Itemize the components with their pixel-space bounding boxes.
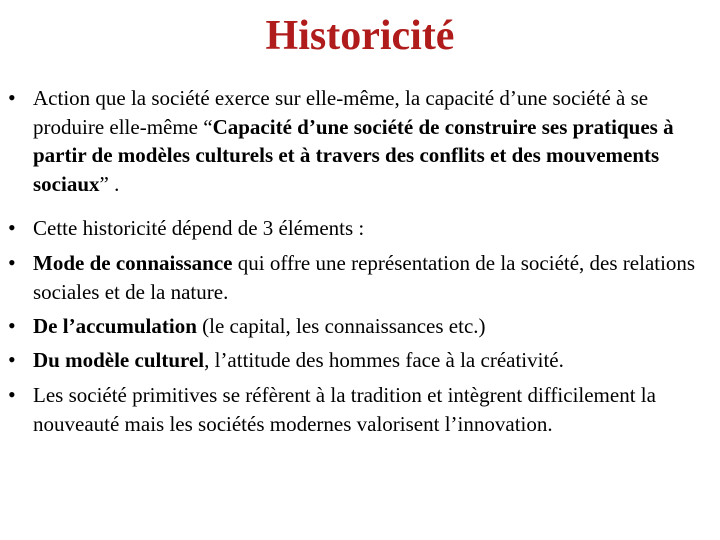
bullet-text-plain: (le capital, les connaissances etc.) — [196, 314, 486, 338]
bullet-text-bold: Capacité d’une société de construire ses pratiques à partir de modèles culturels et à travers des conflits et des mouvements sociaux — [33, 114, 674, 196]
bullet-text — [33, 346, 698, 375]
bullet-text: Cette historicité dépend de 3 éléments : — [33, 216, 365, 240]
bullet-marker: • — [8, 215, 16, 240]
bullet-text-plain: ” . — [99, 171, 120, 196]
slide-title: Historicité — [265, 13, 455, 59]
bullet-text-plain: , l’attitude des hommes face à la créativité. — [204, 348, 564, 372]
bullet-text — [33, 249, 698, 306]
bullet-text-bold: Mode de connaissance — [33, 251, 233, 275]
bullet-marker: • — [8, 347, 16, 372]
bullet-text-bold: Du modèle culturel — [33, 348, 205, 372]
bullet-text-bold: De l’accumulation — [33, 314, 197, 338]
bullet-text — [33, 312, 698, 341]
bullet-marker: • — [8, 313, 16, 338]
bullet-text: Les société primitives se réfèrent à la tradition et intègrent difficilement la nouveauté mais les sociétés modernes valorisent l’innovation. — [33, 383, 656, 436]
bullet-text-plain: Action que la société exerce sur elle-même, la capacité d’une société à se produire elle-même “ — [33, 86, 649, 139]
bullet-marker: • — [8, 85, 16, 110]
bullet-marker: • — [8, 382, 16, 407]
bullet-text-plain: qui offre une représentation de la société, des relations sociales et de la nature. — [33, 251, 696, 304]
bullet-text — [33, 84, 698, 198]
bullet-marker: • — [8, 250, 16, 275]
